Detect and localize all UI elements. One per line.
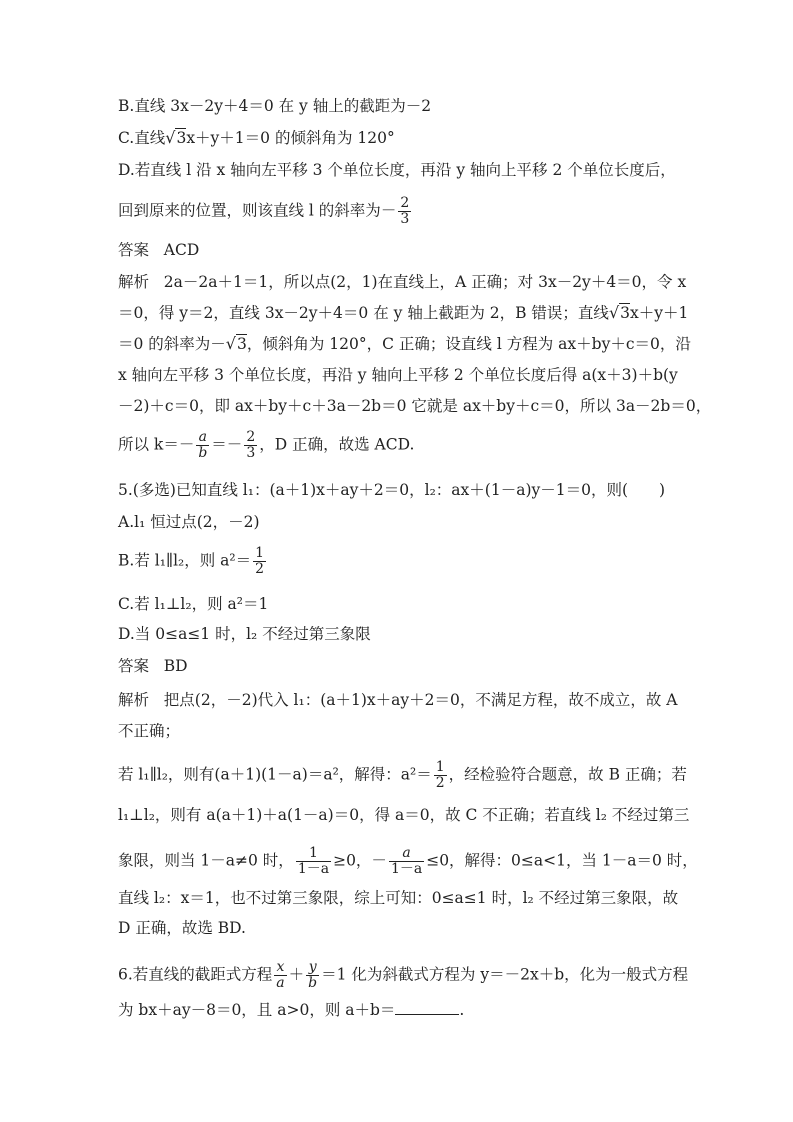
q4-option-d-line2 [118, 196, 413, 227]
sqrt-icon: √ [165, 128, 176, 147]
answer-label: 答案 [118, 657, 150, 675]
fraction [274, 960, 286, 991]
fraction [196, 430, 209, 461]
fraction-denominator: a [276, 975, 285, 991]
option-text: B.若 l₁∥l₂，则 a²＝ [118, 551, 252, 570]
analysis-text: 若 l₁∥l₂，则有(a＋1)(1－a)＝a²，解得：a²＝ [118, 765, 432, 784]
fraction-denominator: b [198, 445, 208, 461]
q6-line2 [118, 1000, 464, 1020]
fraction [244, 430, 257, 461]
q5-answer [118, 656, 188, 676]
q5-analysis-line7: D 正确，故选 BD. [118, 919, 246, 937]
fraction-numerator: 1 [296, 846, 331, 862]
q5-option-b [118, 546, 268, 577]
fraction [296, 846, 331, 877]
radicand: 3 [237, 335, 247, 353]
analysis-text: x＋y＋1 [630, 304, 689, 322]
q5-stem: 5.(多选)已知直线 l₁：(a＋1)x＋ay＋2＝0，l₂：ax＋(1－a)y－1＝0，则( ) [118, 481, 666, 499]
q4-option-d-text: 回到原来的位置，则该直线 l 的斜率为－ [118, 201, 397, 220]
plus-sign: ＋ [288, 965, 305, 984]
analysis-text: ，经检验符合题意，故 B 正确；若 [448, 765, 687, 784]
analysis-text: ＝0 的斜率为－ [118, 335, 226, 353]
analysis-text: 所以 k＝－ [118, 435, 195, 454]
q5-option-c: C.若 l₁⊥l₂，则 a²＝1 [118, 595, 269, 613]
q4-option-c-radicand: 3 [176, 129, 187, 147]
analysis-text: ≤0，解得：0≤a<1，当 1－a＝0 时， [426, 851, 698, 870]
fraction-denominator: 2 [255, 561, 265, 577]
fraction-numerator: a [196, 430, 209, 446]
fraction [253, 546, 266, 577]
fraction-numerator: y [306, 960, 319, 976]
fraction-numerator: 1 [435, 759, 445, 775]
q4-option-d-fraction [398, 196, 411, 227]
analysis-text: ＝0，得 y＝2，直线 3x－2y＋4＝0 在 y 轴上截距为 2，B 错误；直线 [118, 304, 609, 322]
answer-value: BD [163, 657, 188, 675]
radicand: 3 [620, 304, 631, 322]
q4-analysis-line5: －2)＋c＝0，即 ax＋by＋c＋3a－2b＝0 它就是 ax＋by＋c＝0，所以 3a－2b＝0， [118, 397, 712, 415]
fraction-numerator: a [389, 846, 424, 862]
analysis-text: 把点(2，－2)代入 l₁：(a＋1)x＋ay＋2＝0，不满足方程，故不成立，故 A [163, 691, 678, 709]
q4-analysis-line6 [118, 430, 414, 461]
fraction-numerator: 2 [400, 195, 410, 211]
q5-analysis-line4: l₁⊥l₂，则有 a(a＋1)＋a(1－a)＝0，得 a＝0，故 C 不正确；若直线 l₂ 不经过第三 [118, 806, 690, 824]
q4-option-d-line1: D.若直线 l 沿 x 轴向左平移 3 个单位长度，再沿 y 轴向上平移 2 个单位长度后， [118, 161, 676, 179]
q4-option-b: B.直线 3x－2y＋4＝0 在 y 轴上的截距为－2 [118, 97, 432, 115]
q6-line1 [118, 960, 688, 991]
q5-analysis-line5 [118, 846, 698, 877]
q4-analysis-line4: x 轴向左平移 3 个单位长度，再沿 y 轴向上平移 2 个单位长度后得 a(x＋3)＋b(y [118, 366, 678, 384]
q4-analysis-line1 [118, 272, 686, 292]
question-text: 6.若直线的截距式方程 [118, 965, 273, 984]
fraction-denominator: 1－a [390, 861, 423, 877]
analysis-text: ，D 正确，故选 ACD. [259, 435, 415, 454]
sqrt-icon: √ [608, 303, 620, 322]
fraction-numerator: 1 [255, 545, 265, 561]
q4-answer [118, 240, 199, 260]
analysis-text: 象限，则当 1－a≠0 时， [118, 851, 294, 870]
question-text: 为 bx＋ay－8＝0，且 a>0，则 a＋b＝ [118, 1001, 396, 1019]
q4-analysis-line2 [118, 303, 688, 323]
analysis-text: ≥0，－ [333, 851, 387, 870]
q5-analysis-line1 [118, 690, 678, 710]
analysis-label: 解析 [118, 273, 150, 291]
fraction [306, 960, 319, 991]
q5-option-d: D.当 0≤a≤1 时，l₂ 不经过第三象限 [118, 625, 371, 643]
q4-analysis-line3 [118, 334, 691, 354]
q5-analysis-line3 [118, 760, 687, 791]
analysis-text: ，倾斜角为 120°，C 正确；设直线 l 方程为 ax＋by＋c＝0，沿 [246, 335, 691, 353]
q4-option-c-prefix: C.直线 [118, 129, 166, 147]
fraction-numerator: x [274, 960, 286, 976]
fraction-denominator: 1－a [297, 861, 330, 877]
fraction-denominator: 3 [400, 211, 410, 227]
answer-value: ACD [163, 241, 200, 259]
q5-analysis-line2: 不正确； [118, 722, 181, 740]
fraction [389, 846, 424, 877]
q5-option-a: A.l₁ 恒过点(2，－2) [118, 513, 260, 531]
analysis-text: 2a－2a＋1＝1，所以点(2，1)在直线上，A 正确；对 3x－2y＋4＝0，令 x [163, 273, 687, 291]
answer-blank[interactable] [395, 1000, 459, 1015]
fraction-denominator: 2 [435, 775, 445, 791]
fraction-denominator: 3 [246, 445, 256, 461]
answer-label: 答案 [118, 241, 150, 259]
analysis-label: 解析 [118, 691, 150, 709]
fraction-denominator: b [308, 975, 318, 991]
q5-analysis-line6: 直线 l₂：x＝1，也不过第三象限，综上可知：0≤a≤1 时，l₂ 不经过第三象限，故 [118, 889, 679, 907]
question-text: ＝1 化为斜截式方程为 y＝－2x＋b，化为一般式方程 [321, 965, 689, 984]
fraction [434, 760, 447, 791]
fraction-numerator: 2 [246, 429, 256, 445]
q4-option-c [118, 128, 395, 148]
sqrt-icon: √ [225, 334, 236, 353]
period: . [459, 1001, 465, 1019]
analysis-text: ＝－ [211, 435, 243, 454]
q4-option-c-suffix: x＋y＋1＝0 的倾斜角为 120° [186, 129, 395, 147]
